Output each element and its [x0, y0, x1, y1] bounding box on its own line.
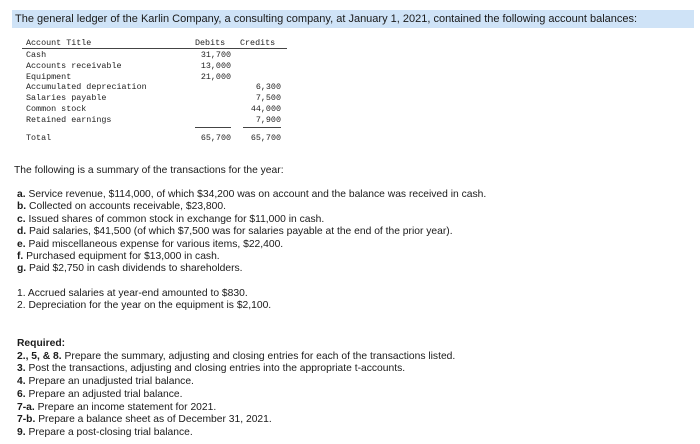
total-label: Total	[26, 132, 52, 143]
adjustment-number: 2.	[17, 300, 26, 312]
account-title: Retained earnings	[26, 114, 112, 125]
required-list	[17, 351, 455, 440]
table-row	[22, 61, 287, 72]
required-label: 2., 5, & 8.	[17, 350, 62, 362]
required-section	[17, 338, 455, 440]
transaction-text: Paid miscellaneous expense for various items, $22,400.	[28, 238, 284, 250]
total-underlines	[22, 126, 287, 129]
transaction-text: Paid salaries, $41,500 (of which $7,500 was for salaries payable at the end of the prior year).	[29, 226, 453, 238]
table-row	[22, 115, 287, 126]
adjustments-list	[17, 288, 271, 313]
table-total-row	[22, 133, 287, 144]
summary-intro: The following is a summary of the transactions for the year:	[14, 165, 284, 176]
table-row	[22, 72, 287, 83]
total-credit: 65,700	[250, 132, 281, 143]
transaction-item	[17, 263, 486, 275]
table-row	[22, 93, 287, 104]
total-debit: 65,700	[200, 132, 231, 143]
transaction-text: Issued shares of common stock in exchange for $11,000 in cash.	[28, 213, 325, 225]
transaction-item	[17, 201, 486, 213]
required-item	[17, 351, 455, 364]
required-item	[17, 376, 455, 389]
adjustment-text: Depreciation for the year on the equipment is $2,100.	[28, 300, 272, 312]
transaction-item	[17, 189, 486, 201]
debit-total-underline	[195, 127, 231, 128]
debit-amount: 31,700	[200, 50, 231, 60]
adjustment-text: Accrued salaries at year-end amounted to $830.	[27, 288, 248, 299]
required-label: 9.	[17, 426, 26, 438]
transaction-letter: a.	[17, 189, 26, 200]
required-heading: Required:	[17, 338, 66, 349]
transaction-text: Paid $2,750 in cash dividends to shareholders.	[29, 263, 243, 275]
account-balances-table	[22, 38, 287, 143]
transactions-list	[17, 189, 486, 276]
account-title: Cash	[26, 50, 47, 60]
account-title: Salaries payable	[26, 93, 107, 104]
adjustment-item	[17, 300, 271, 312]
required-item	[17, 402, 455, 415]
transaction-item	[17, 226, 486, 238]
required-text: Prepare a post-closing trial balance.	[28, 426, 193, 438]
required-text: Prepare an unadjusted trial balance.	[28, 376, 194, 388]
adjustment-item	[17, 288, 271, 300]
credit-amount: 7,900	[255, 114, 281, 125]
transaction-text: Purchased equipment for $13,000 in cash.	[26, 251, 220, 263]
credit-amount: 7,500	[255, 93, 281, 104]
table-header-row	[22, 38, 287, 49]
debit-amount: 13,000	[200, 60, 231, 71]
required-item	[17, 414, 455, 427]
required-item	[17, 363, 455, 376]
transaction-letter: f.	[17, 251, 24, 263]
transaction-letter: b.	[17, 201, 27, 213]
required-label: 7-a.	[17, 401, 35, 413]
required-text: Prepare the summary, adjusting and closing entries for each of the transactions listed.	[64, 350, 456, 362]
transaction-item	[17, 251, 486, 263]
table-row	[22, 50, 287, 61]
required-item	[17, 427, 455, 440]
transaction-letter: g.	[17, 263, 27, 275]
required-label: 7-b.	[17, 414, 36, 426]
credit-amount: 44,000	[250, 103, 281, 114]
transaction-letter: c.	[17, 213, 26, 225]
intro-text: The general ledger of the Karlin Company, a consulting company, at January 1, 2021, contained the following account balances:	[12, 10, 694, 28]
account-title: Accounts receivable	[26, 60, 122, 71]
header-credits: Credits	[240, 38, 276, 48]
required-text: Post the transactions, adjusting and closing entries into the appropriate t-accounts.	[28, 363, 406, 375]
account-title: Common stock	[26, 103, 87, 114]
required-text: Prepare an income statement for 2021.	[37, 401, 217, 413]
account-title: Accumulated depreciation	[26, 82, 147, 93]
required-label: 4.	[17, 376, 26, 388]
header-debits: Debits	[195, 38, 226, 48]
table-row	[22, 104, 287, 115]
required-item	[17, 389, 455, 402]
table-body	[22, 50, 287, 126]
debit-amount: 21,000	[200, 71, 231, 82]
transaction-text: Service revenue, $114,000, of which $34,200 was on account and the balance was received in cash.	[28, 189, 487, 200]
credit-amount: 6,300	[255, 82, 281, 93]
transaction-item	[17, 239, 486, 251]
transaction-text: Collected on accounts receivable, $23,800.	[29, 201, 226, 213]
required-text: Prepare a balance sheet as of December 31, 2021.	[38, 414, 272, 426]
credit-total-underline	[243, 127, 281, 128]
required-label: 3.	[17, 363, 26, 375]
account-title: Equipment	[26, 71, 72, 82]
transaction-item	[17, 214, 486, 226]
header-account-title: Account Title	[26, 38, 92, 48]
table-row	[22, 82, 287, 93]
required-text: Prepare an adjusted trial balance.	[28, 388, 183, 400]
transaction-letter: d.	[17, 226, 27, 238]
transaction-letter: e.	[17, 238, 26, 250]
required-label: 6.	[17, 388, 26, 400]
adjustment-number: 1.	[17, 288, 26, 299]
